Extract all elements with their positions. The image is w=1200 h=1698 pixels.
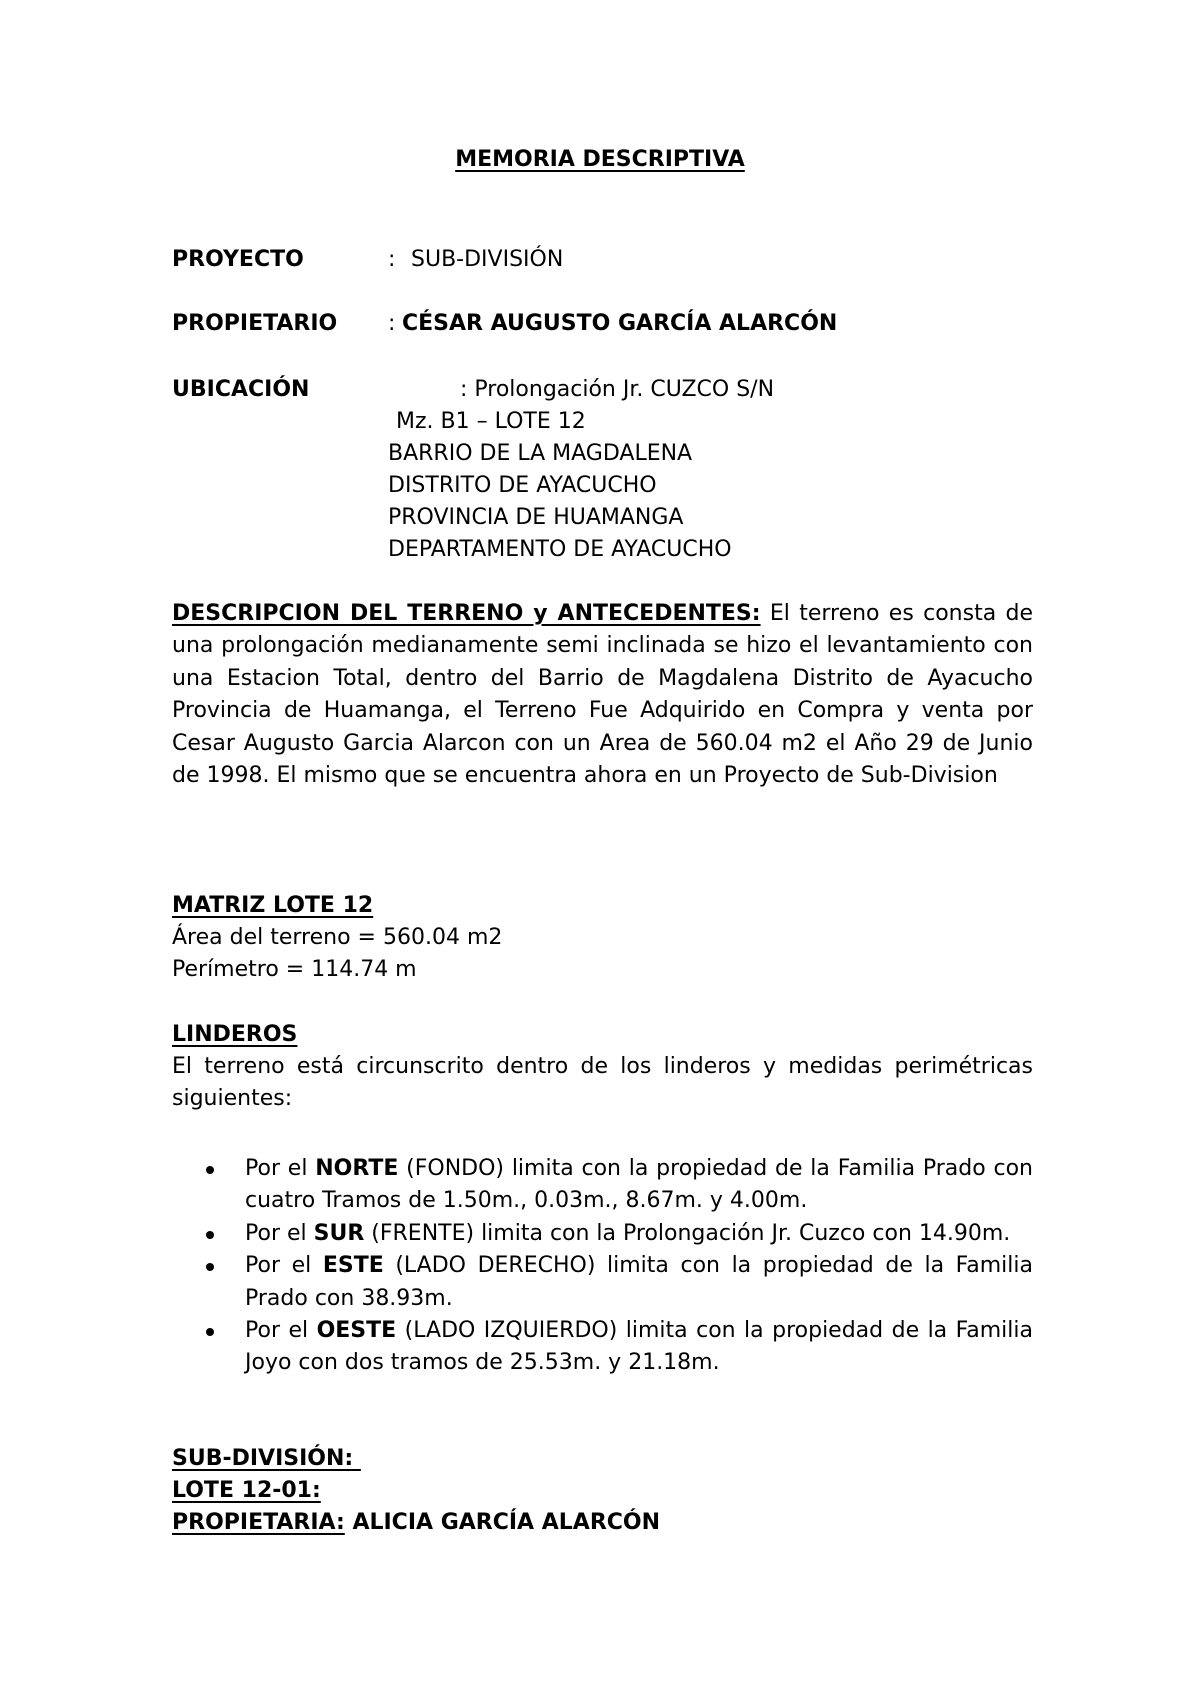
boundary-direction: OESTE [316,1318,397,1344]
location-line: DEPARTAMENTO DE AYACUCHO [388,537,732,562]
location-line: PROVINCIA DE HUAMANGA [388,505,684,530]
location-line: BARRIO DE LA MAGDALENA [388,441,693,466]
location-line: Mz. B1 – LOTE 12 [396,409,586,434]
description-paragraph [172,598,1033,792]
project-label: PROYECTO [172,247,304,272]
description-heading: DESCRIPCION DEL TERRENO y ANTECEDENTES: [172,601,761,626]
subdivision-lot: LOTE 12-01: [172,1478,321,1503]
project-value: SUB-DIVISIÓN [411,247,564,272]
location-label: UBICACIÓN [172,377,310,402]
document-title: MEMORIA DESCRIPTIVA [455,147,745,172]
bullet-icon [206,1328,214,1336]
boundary-item: Por el NORTE (FONDO) limita con la propiedad de la Familia Prado con cuatro Tramos de 1.50m., 0.03m., 8.67m. y 4.00m. [172,1153,1033,1218]
boundary-direction: ESTE [322,1253,384,1279]
project-separator: : [388,247,396,272]
subdivision-owner [172,1507,660,1539]
boundary-item: Por el OESTE (LADO IZQUIERDO) limita con la propiedad de la Familia Joyo con dos tramos de 25.53m. y 21.18m. [172,1315,1033,1380]
bullet-icon [206,1263,214,1271]
boundary-direction: NORTE [315,1156,399,1181]
matrix-heading: MATRIZ LOTE 12 [172,893,374,918]
owner-separator: : [388,311,396,336]
boundaries-intro: El terreno está circunscrito dentro de los linderos y medidas perimétricas siguientes: [172,1054,1033,1112]
bullet-icon [206,1231,214,1239]
subdivision-owner-label: PROPIETARIA: [172,1510,345,1535]
boundaries-heading: LINDEROS [172,1022,298,1047]
boundary-item: Por el SUR (FRENTE) limita con la Prolongación Jr. Cuzco con 14.90m. [172,1218,1033,1250]
subdivision-heading: SUB-DIVISIÓN: [172,1446,361,1471]
boundary-direction: SUR [313,1220,365,1246]
matrix-area: Área del terreno = 560.04 m2 [172,925,503,950]
owner-label: PROPIETARIO [172,311,338,336]
owner-value: CÉSAR AUGUSTO GARCÍA ALARCÓN [402,311,838,336]
location-line: DISTRITO DE AYACUCHO [388,473,657,498]
subdivision-owner-value: ALICIA GARCÍA ALARCÓN [344,1510,661,1535]
bullet-icon [206,1166,214,1174]
description-text: El terreno es consta de una prolongación medianamente semi inclinada se hizo el levantamiento con una Estacion Total, dentro del Barrio de Magdalena Distrito de Ayacucho Provincia de Huamanga, el Terreno Fue Adquirido en Compra y venta por Cesar Augusto Garcia Alarcon con un Area de 560.04 m2 el Año 29 de Junio de 1998. El mismo que se encuentra ahora en un Proyecto de Sub-Division [172,601,1033,789]
boundaries-list [172,1153,1033,1380]
matrix-perimeter: Perímetro = 114.74 m [172,957,417,982]
boundary-item: Por el ESTE (LADO DERECHO) limita con la propiedad de la Familia Prado con 38.93m. [172,1250,1033,1315]
location-first-line: : Prolongación Jr. CUZCO S/N [460,377,775,402]
